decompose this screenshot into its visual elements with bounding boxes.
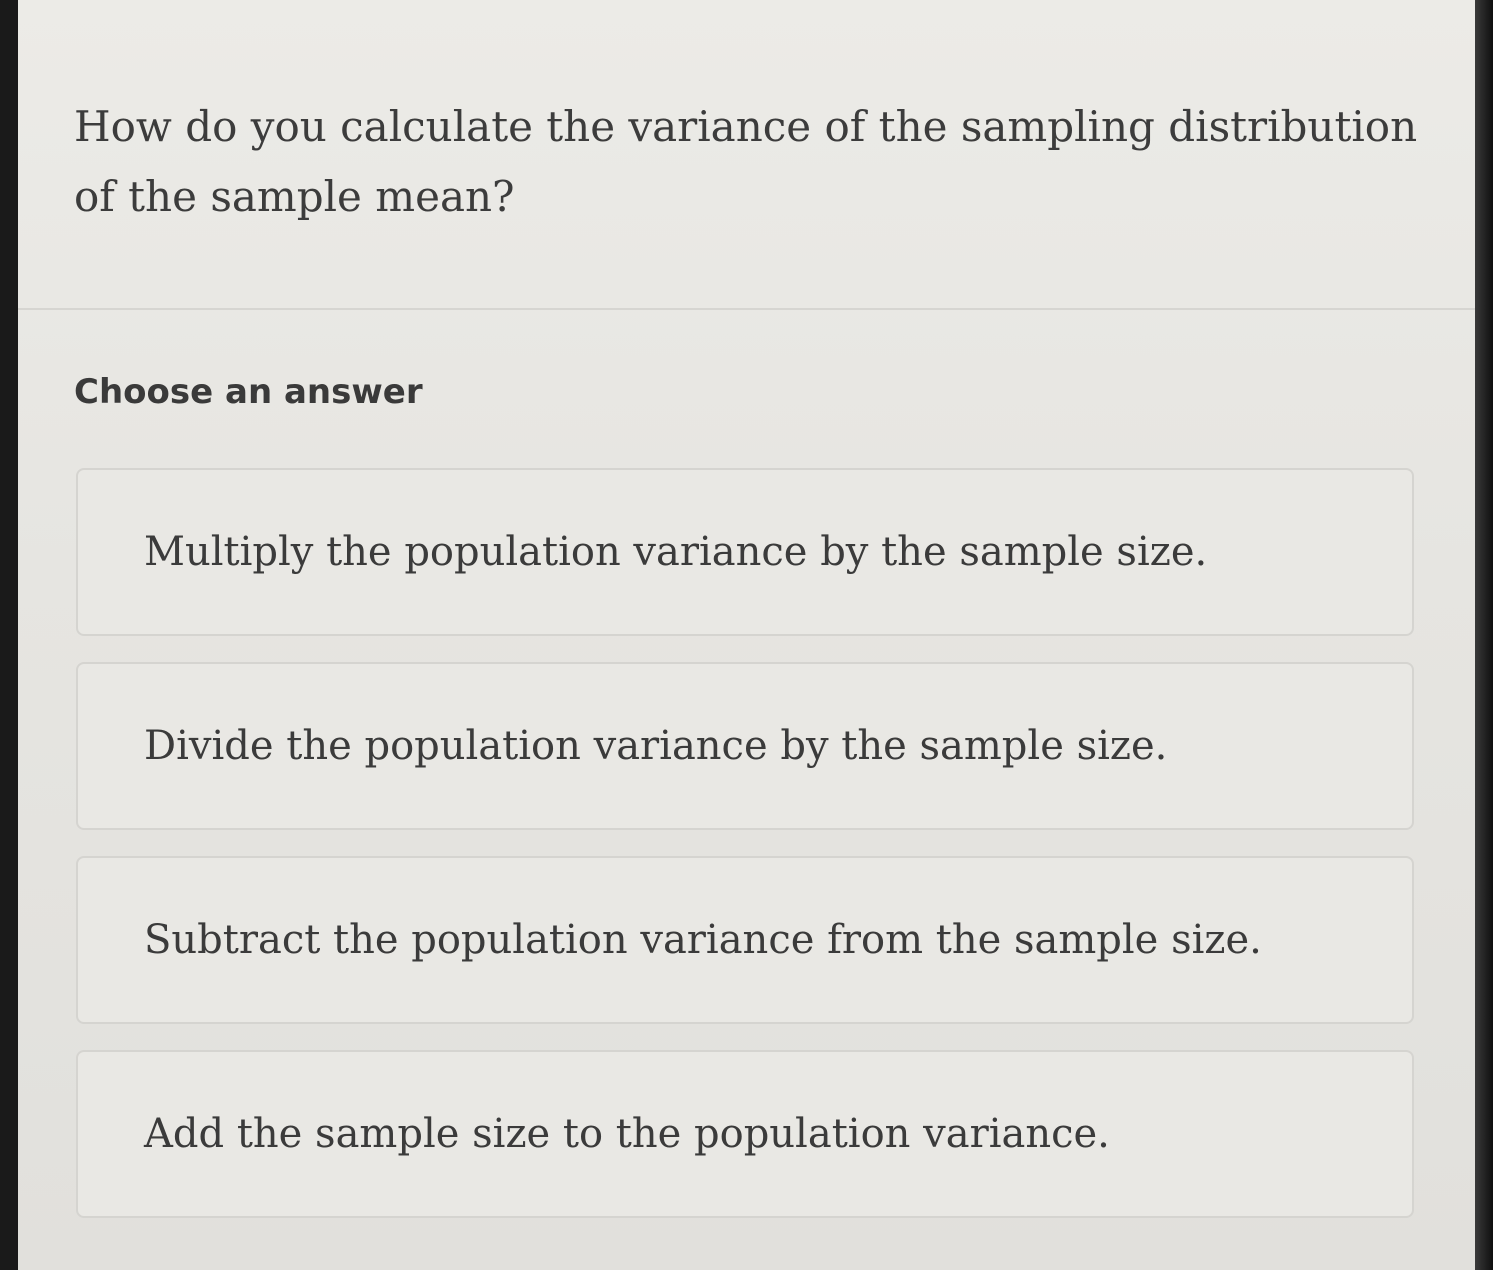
answer-option-4[interactable] [76,1050,1414,1218]
answer-option-label: Multiply the population variance by the sample size. [144,529,1208,575]
quiz-screen [18,0,1475,1270]
section-divider [18,308,1475,310]
screen-bezel [1475,0,1493,1270]
answer-option-label: Subtract the population variance from the sample size. [144,917,1262,963]
answer-choices [76,468,1414,1244]
choose-answer-label: Choose an answer [74,372,423,412]
answer-option-3[interactable] [76,856,1414,1024]
answer-option-2[interactable] [76,662,1414,830]
question-text: How do you calculate the variance of the sampling distribution of the sample mean? [74,102,1418,221]
answer-option-1[interactable] [76,468,1414,636]
answer-option-label: Add the sample size to the population variance. [144,1111,1110,1157]
answer-option-label: Divide the population variance by the sample size. [144,723,1168,769]
